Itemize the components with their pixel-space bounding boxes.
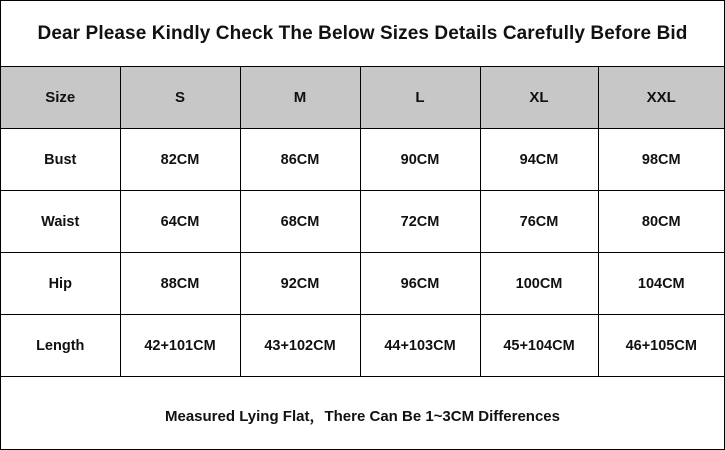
table-cell: 44+103CM (360, 315, 480, 377)
table-row-waist (1, 191, 724, 253)
table-cell: 100CM (480, 253, 598, 315)
table-cell: 82CM (120, 129, 240, 191)
row-label-hip: Hip (1, 253, 120, 315)
header-cell-s: S (120, 67, 240, 129)
table-cell: 98CM (598, 129, 724, 191)
table-row-bust (1, 129, 724, 191)
table-cell: 72CM (360, 191, 480, 253)
table-cell: 90CM (360, 129, 480, 191)
header-row (1, 67, 724, 129)
header-cell-l: L (360, 67, 480, 129)
table-cell: 94CM (480, 129, 598, 191)
table-row-length (1, 315, 724, 377)
table-cell: 46+105CM (598, 315, 724, 377)
table-row-hip (1, 253, 724, 315)
header-cell-xl: XL (480, 67, 598, 129)
table-cell: 92CM (240, 253, 360, 315)
table-cell: 80CM (598, 191, 724, 253)
header-cell-xxl: XXL (598, 67, 724, 129)
table-cell: 86CM (240, 129, 360, 191)
table-cell: 88CM (120, 253, 240, 315)
table-cell: 64CM (120, 191, 240, 253)
table-cell: 42+101CM (120, 315, 240, 377)
row-label-length: Length (1, 315, 120, 377)
table-cell: 104CM (598, 253, 724, 315)
table-cell: 68CM (240, 191, 360, 253)
header-cell-m: M (240, 67, 360, 129)
row-label-waist: Waist (1, 191, 120, 253)
table-cell: 45+104CM (480, 315, 598, 377)
header-cell-size: Size (1, 67, 120, 129)
row-label-bust: Bust (1, 129, 120, 191)
chart-title: Dear Please Kindly Check The Below Sizes Details Carefully Before Bid (1, 1, 724, 67)
size-table (1, 67, 724, 377)
table-cell: 96CM (360, 253, 480, 315)
footnote: Measured Lying Flat，There Can Be 1~3CM Differences (165, 407, 560, 425)
table-cell: 76CM (480, 191, 598, 253)
table-cell: 43+102CM (240, 315, 360, 377)
